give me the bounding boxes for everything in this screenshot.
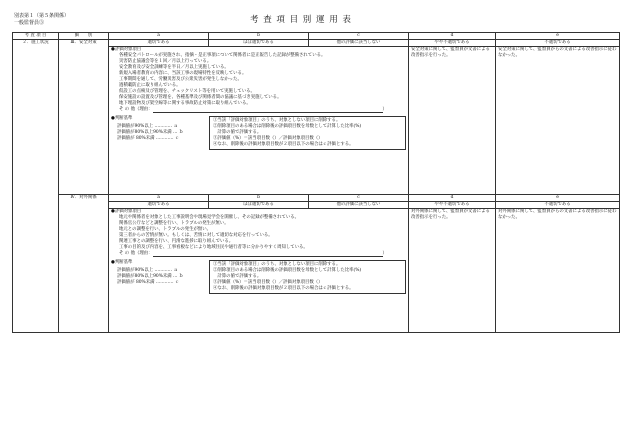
judge-section	[111, 260, 406, 294]
form-number: 別表第１（第５条関係）	[14, 13, 70, 19]
eval-item: 地元との調整を行い、トラブルの発生が無い。	[119, 227, 212, 232]
judge-note: 計算の値で評価する。	[213, 274, 262, 279]
eval-item: 関連工事との調整を行い、円滑な進捗に取り組んでいる。	[119, 239, 234, 244]
eval-item: 関係官公庁などと調整を行い、トラブルの発生が無い。	[119, 221, 229, 226]
judge-note: ③評価値（%）＝該当項目数（）／評価対象項目数（）	[213, 280, 323, 285]
section-a-item: ２．施工状況	[13, 40, 59, 333]
other-line: そ の 他（理由： ）	[119, 251, 387, 256]
judge-notes-box	[209, 260, 406, 294]
page-title: 考 査 項 目 別 運 用 表	[250, 15, 352, 25]
judge-title: ●判断基準	[111, 260, 133, 265]
judge-criteria	[111, 116, 203, 150]
grade-letter-a: a	[109, 195, 209, 202]
grade-label-e: 不適切である	[496, 40, 620, 47]
judge-note: 計算の値で評価する。	[213, 130, 262, 135]
eval-item: 仮設工の点検及び管理を、チェックリスト等を用いて実施している。	[119, 89, 255, 94]
header-grade-a: a	[109, 33, 209, 40]
judge-item: 評価値が 80%未満 ………… ｃ	[117, 136, 180, 141]
section-a-detail: Ⅲ．安全対策	[59, 40, 109, 195]
grade-label-c: 他の評価に該当しない	[309, 202, 409, 209]
other-reason-label: 理由：	[139, 107, 153, 112]
grade-label-e: 不適切である	[496, 202, 620, 209]
grade-label-c: 他の評価に該当しない	[309, 40, 409, 47]
grade-label-b: ほぼ適切である	[209, 40, 309, 47]
judge-note: ②削除項目のある場合は削除後の評価項目数を母数として計算した比率(%)	[213, 124, 362, 129]
judge-item: 評価値が90%以上 ………… ａ	[117, 124, 178, 129]
section-b-grade-d-text: 対外関係に関して、監督員が文書による改善指示を行った。	[409, 209, 496, 333]
eval-item: 地元や関係者を対象とした工事説明会や現場見学会を開催し、その記録が整備されている。	[119, 215, 300, 220]
grade-label-b: ほぼ適切である	[209, 202, 309, 209]
header-row	[13, 33, 620, 40]
eval-item: 災害防止協議会等を１回／月以上行っている。	[119, 59, 212, 64]
eval-item: 各種安全パトロールが実施され、指摘・是正事項について関係者に是正報告した記録が整備されている。	[119, 53, 326, 58]
header-grade-b: b	[209, 33, 309, 40]
judge-note: ④なお、削除後の評価対象項目数が２項目以下の場合はｃ評価とする。	[213, 286, 354, 291]
grade-label-d: やや不適切である	[409, 40, 496, 47]
eval-title: ●評価対象項目	[111, 209, 142, 214]
grade-letter-b: b	[209, 195, 309, 202]
other-label: そ の 他（	[119, 251, 140, 256]
section-a-grade-e-text: 安全対策に関して、監督員からの文書による改善指示に従わなかった。	[496, 47, 620, 195]
eval-item: 工事の目的及び内容を、工事看板などにより地域住民や通行者等に分かりやすく周知している。	[119, 245, 308, 250]
header-grade-c: c	[309, 33, 409, 40]
judge-note: ②削除項目のある場合は削除後の評価項目数を母数として計算した比率(%)	[213, 268, 362, 273]
judge-item: 評価値が 80%未満 ………… ｃ	[117, 280, 180, 285]
section-b-grade-e-text: 対外関係に関して、監督員からの文書による改善指示に従わなかった。	[496, 209, 620, 333]
eval-item-list	[111, 53, 406, 113]
evaluation-table	[12, 32, 620, 333]
judge-note: ①当該「評価対象項目」のうち、対象としない項目に削除する。	[213, 262, 341, 267]
eval-item: 保安施設の設置及び管理を、各種基準及び関係者間の協議に基づき実施している。	[119, 95, 282, 100]
other-line: そ の 他（理由： ）	[119, 107, 387, 112]
judge-notes-box	[209, 116, 406, 150]
header-detail: 細 別	[59, 33, 109, 40]
other-reason-field[interactable]	[153, 251, 383, 257]
section-b-criteria	[109, 209, 409, 333]
eval-item: 地下埋設物及び架空線等に関する事故防止対策に取り組んでいる。	[119, 101, 251, 106]
grade-letter-e: e	[496, 195, 620, 202]
header-grade-e: e	[496, 33, 620, 40]
grade-letter-c: c	[309, 195, 409, 202]
judge-note: ④なお、削除後の評価対象項目数が２項目以下の場合はｃ評価とする。	[213, 142, 354, 147]
other-label: そ の 他（	[119, 107, 140, 112]
grade-label-a: 適切である	[109, 40, 209, 47]
header-item: 考 査 項 目	[13, 33, 59, 40]
judge-note: ①当該「評価対象項目」のうち、対象としない項目に削除する。	[213, 118, 341, 123]
header-grade-d: d	[409, 33, 496, 40]
other-reason-label: 理由：	[139, 251, 153, 256]
section-a-grade-labels	[13, 40, 620, 47]
section-b-grade-letters	[13, 195, 620, 202]
judge-item: 評価値が90%以上 ………… ａ	[117, 268, 178, 273]
eval-item: 工事期間を通して、労働災害及び公衆災害が発生しなかった。	[119, 77, 242, 82]
section-a-grade-d-text: 安全対策に関して、監督員が文書による改善指示を行った。	[409, 47, 496, 195]
grade-label-a: 適切である	[109, 202, 209, 209]
judge-title: ●判断基準	[111, 116, 133, 121]
judge-item: 評価値が80%以上90%未満 … ｂ	[117, 274, 184, 279]
eval-item: 安全教育及び安全訓練等を半日／月以上実施している。	[119, 65, 229, 70]
eval-item: 過積載防止に取り組んでいる。	[119, 83, 181, 88]
judge-criteria	[111, 260, 203, 294]
eval-item: 第三者からの苦情が無い。もしくは、苦情に対して適切な対応を行っている。	[119, 233, 273, 238]
judge-note: ③評価値（%）＝該当項目数（）／評価対象項目数（）	[213, 136, 323, 141]
section-a-criteria	[109, 47, 409, 195]
eval-item: 新規入場者教育の内容に、当該工事の現場特性を反映している。	[119, 71, 247, 76]
form-subtitle: 一般監督員③	[14, 20, 45, 26]
other-reason-field[interactable]	[153, 107, 383, 113]
judge-section	[111, 116, 406, 150]
eval-item-list	[111, 215, 406, 257]
section-b-detail: Ⅳ．対外関係	[59, 195, 109, 333]
grade-letter-d: d	[409, 195, 496, 202]
judge-item: 評価値が80%以上90%未満 … ｂ	[117, 130, 184, 135]
eval-title: ●評価対象項目	[111, 47, 142, 52]
grade-label-d: やや不適切である	[409, 202, 496, 209]
